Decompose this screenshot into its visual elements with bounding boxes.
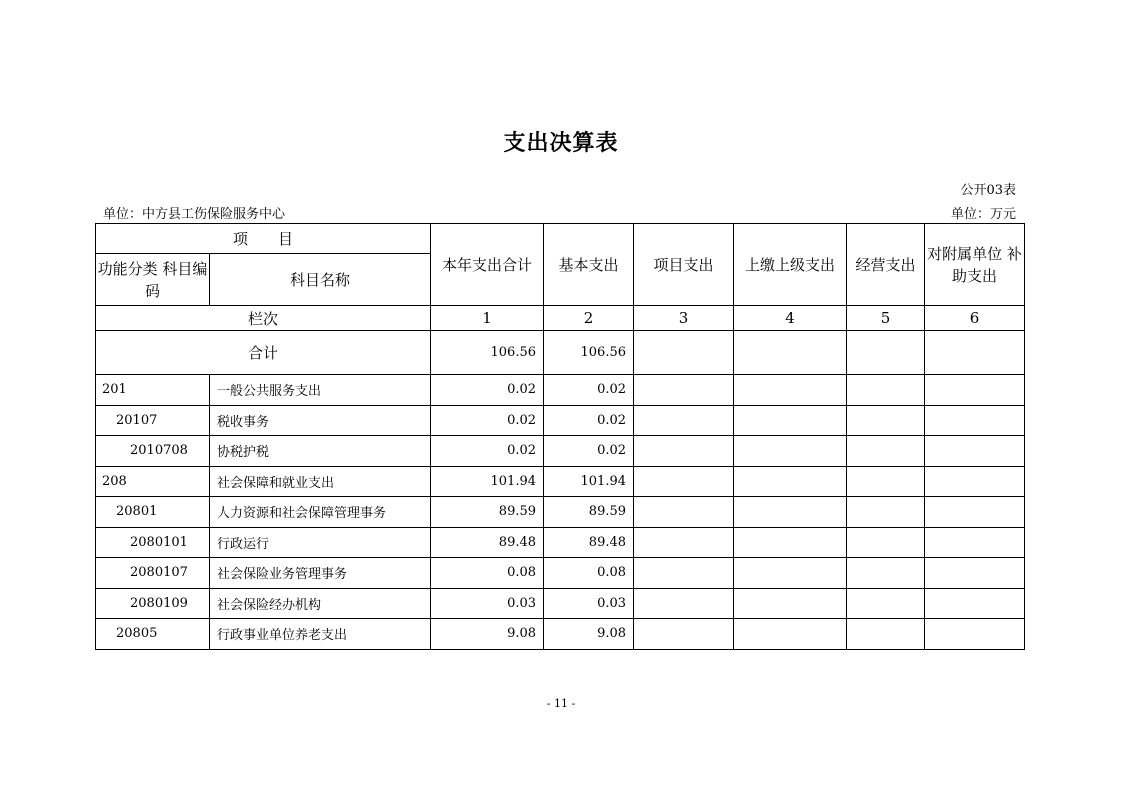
subsidy-cell: [925, 619, 1025, 650]
index-3: 3: [634, 306, 734, 331]
func-code-cell: 2080101: [96, 527, 210, 558]
total-row: [96, 331, 1025, 375]
item-header: 项 目: [96, 224, 431, 254]
index-1: 1: [431, 306, 544, 331]
business-cell: [847, 588, 925, 619]
total-cell-total: 106.56: [431, 331, 544, 375]
form-number: 公开03表: [960, 183, 1016, 198]
row-index-label: 栏次: [96, 306, 431, 331]
table-row: [96, 619, 1025, 650]
table-row: [96, 405, 1025, 436]
total-cell: 0.08: [431, 558, 544, 589]
total-cell: 0.03: [431, 588, 544, 619]
func-code-cell: 2080107: [96, 558, 210, 589]
total-cell: 0.02: [431, 405, 544, 436]
project-cell: [634, 466, 734, 497]
total-cell: 9.08: [431, 619, 544, 650]
table-row: [96, 527, 1025, 558]
subject-name-cell: 一般公共服务支出: [210, 375, 431, 406]
total-cell-basic: 106.56: [544, 331, 634, 375]
subject-name-cell: 社会保险业务管理事务: [210, 558, 431, 589]
table-row: [96, 375, 1025, 406]
func-code-cell: 208: [96, 466, 210, 497]
basic-cell: 101.94: [544, 466, 634, 497]
page-number: - 11 -: [546, 697, 576, 710]
func-code-cell: 2010708: [96, 436, 210, 467]
business-cell: [847, 497, 925, 528]
table-row: [96, 497, 1025, 528]
expenditure-table: [95, 223, 1025, 650]
subject-name-cell: 社会保障和就业支出: [210, 466, 431, 497]
project-cell: [634, 436, 734, 467]
business-cell: [847, 619, 925, 650]
table-row: [96, 558, 1025, 589]
total-cell-upper: [734, 331, 847, 375]
upper-cell: [734, 436, 847, 467]
index-4: 4: [734, 306, 847, 331]
index-5: 5: [847, 306, 925, 331]
project-cell: [634, 619, 734, 650]
project-cell: [634, 497, 734, 528]
upper-cell: [734, 405, 847, 436]
basic-cell: 0.02: [544, 375, 634, 406]
upper-cell: [734, 588, 847, 619]
index-6: 6: [925, 306, 1025, 331]
total-label: 合计: [96, 331, 431, 375]
project-cell: [634, 588, 734, 619]
col-total-header: 本年支出合计: [431, 224, 544, 306]
subsidy-cell: [925, 375, 1025, 406]
index-row: [96, 306, 1025, 331]
subsidy-cell: [925, 497, 1025, 528]
business-cell: [847, 558, 925, 589]
business-cell: [847, 527, 925, 558]
subsidy-cell: [925, 588, 1025, 619]
total-cell-business: [847, 331, 925, 375]
func-code-cell: 201: [96, 375, 210, 406]
subsidy-cell: [925, 527, 1025, 558]
func-code-cell: 20107: [96, 405, 210, 436]
basic-cell: 0.02: [544, 436, 634, 467]
subject-name-cell: 人力资源和社会保障管理事务: [210, 497, 431, 528]
col-basic-header: 基本支出: [544, 224, 634, 306]
project-cell: [634, 558, 734, 589]
total-cell: 89.48: [431, 527, 544, 558]
subsidy-cell: [925, 466, 1025, 497]
basic-cell: 0.08: [544, 558, 634, 589]
subsidy-cell: [925, 558, 1025, 589]
business-cell: [847, 436, 925, 467]
basic-cell: 89.48: [544, 527, 634, 558]
basic-cell: 0.02: [544, 405, 634, 436]
header-row-1: [96, 224, 1025, 254]
col-subsidy-header: 对附属单位 补助支出: [925, 224, 1025, 306]
total-cell: 0.02: [431, 436, 544, 467]
upper-cell: [734, 375, 847, 406]
upper-cell: [734, 558, 847, 589]
subsidy-cell: [925, 436, 1025, 467]
business-cell: [847, 375, 925, 406]
subject-name-cell: 税收事务: [210, 405, 431, 436]
total-cell: 89.59: [431, 497, 544, 528]
upper-cell: [734, 619, 847, 650]
func-code-header: 功能分类 科目编码: [96, 254, 210, 306]
col-business-header: 经营支出: [847, 224, 925, 306]
func-code-cell: 20801: [96, 497, 210, 528]
index-2: 2: [544, 306, 634, 331]
func-code-cell: 2080109: [96, 588, 210, 619]
document-title: 支出决算表: [503, 130, 619, 156]
subject-name-cell: 行政事业单位养老支出: [210, 619, 431, 650]
project-cell: [634, 527, 734, 558]
subject-name-header: 科目名称: [210, 254, 431, 306]
subject-name-cell: 协税护税: [210, 436, 431, 467]
project-cell: [634, 405, 734, 436]
col-project-header: 项目支出: [634, 224, 734, 306]
table-row: [96, 466, 1025, 497]
total-cell: 101.94: [431, 466, 544, 497]
basic-cell: 9.08: [544, 619, 634, 650]
currency-unit: 单位：万元: [950, 207, 1016, 222]
business-cell: [847, 466, 925, 497]
subsidy-cell: [925, 405, 1025, 436]
business-cell: [847, 405, 925, 436]
upper-cell: [734, 466, 847, 497]
table-row: [96, 436, 1025, 467]
subject-name-cell: 行政运行: [210, 527, 431, 558]
basic-cell: 89.59: [544, 497, 634, 528]
table-row: [96, 588, 1025, 619]
total-cell-subsidy: [925, 331, 1025, 375]
func-code-cell: 20805: [96, 619, 210, 650]
organization-unit: 单位：中方县工伤保险服务中心: [103, 207, 286, 222]
subject-name-cell: 社会保险经办机构: [210, 588, 431, 619]
total-cell: 0.02: [431, 375, 544, 406]
upper-cell: [734, 527, 847, 558]
project-cell: [634, 375, 734, 406]
basic-cell: 0.03: [544, 588, 634, 619]
upper-cell: [734, 497, 847, 528]
col-upper-header: 上缴上级支出: [734, 224, 847, 306]
total-cell-project: [634, 331, 734, 375]
